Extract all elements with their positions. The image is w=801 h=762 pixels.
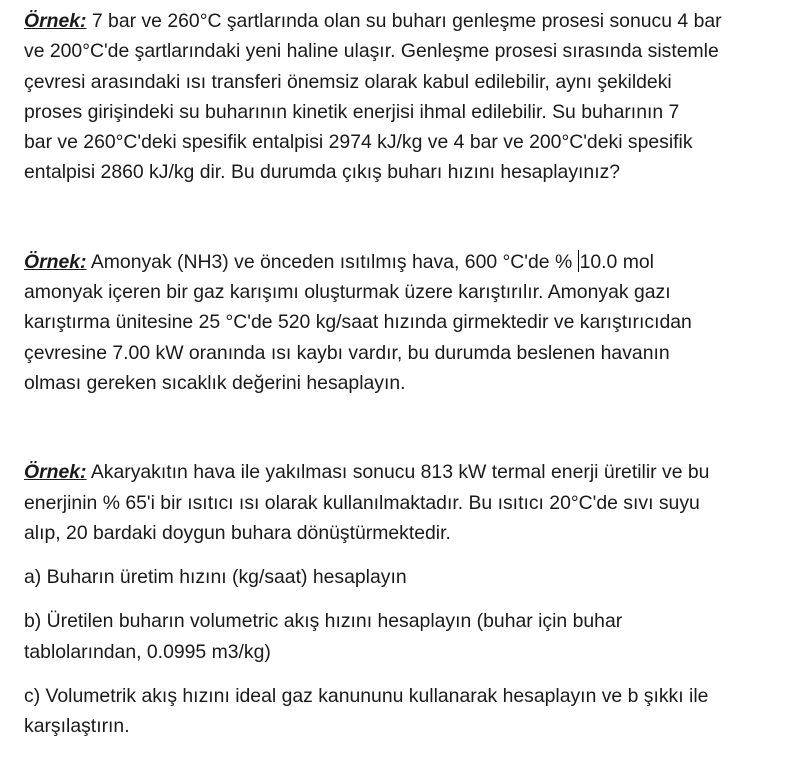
example-2-line-4: çevresine 7.00 kW oranında ısı kaybı vardır, bu durumda beslenen havanın [24,341,670,364]
example-1-line-3: çevresi arasındaki ısı transferi önemsiz olarak kabul edilebilir, aynı şekildeki [24,70,672,93]
example-2-line-3: karıştırma ünitesine 25 °C'de 520 kg/saat hızında girmektedir ve karıştırıcıdan [24,311,692,334]
part-a-line-1: a) Buharın üretim hızını (kg/saat) hesaplayın [24,566,407,589]
example-3-part-c [24,681,784,742]
example-3-text: Akaryakıtın hava ile yakılması sonucu 813 kW termal enerji üretilir ve bu [90,461,710,484]
part-b-line-1: b) Üretilen buharın volumetric akış hızını hesaplayın (buhar için buhar [24,610,623,633]
example-3-line-3: alıp, 20 bardaki doygun buhara dönüştürmektedir. [24,521,451,544]
text-cursor [578,250,579,272]
example-2-text-before-cursor: Amonyak (NH3) ve önceden ısıtılmış hava, 600 °C'de % [90,250,578,273]
example-2-label: Örnek: [24,250,87,273]
example-3 [24,457,784,548]
example-3-label: Örnek: [24,461,87,484]
paragraph-spacer [24,188,784,247]
part-c-line-1: c) Volumetrik akış hızını ideal gaz kanununu kullanarak hesaplayın ve b şıkkı ile [24,685,709,708]
example-1-line-4: proses girişindeki su buharının kinetik enerjisi ihmal edilebilir. Su buharının 7 [24,100,680,123]
example-2[interactable] [24,247,784,398]
example-3-part-b [24,606,784,667]
paragraph-spacer [24,667,784,681]
example-1-line-5: bar ve 260°C'deki spesifik entalpisi 2974 kJ/kg ve 4 bar ve 200°C'deki spesifik [24,131,693,154]
example-2-text-after-cursor: 10.0 mol [579,250,654,273]
example-1-label: Örnek: [24,10,87,32]
example-2-line-2: amonyak içeren bir gaz karışımı oluşturmak üzere karıştırılır. Amonyak gazı [24,281,671,304]
example-3-line-1 [24,457,784,487]
example-2-line-1 [24,247,784,277]
example-1-line-1 [24,6,784,36]
paragraph-spacer [24,398,784,457]
part-c-line-2: karşılaştırın. [24,715,130,738]
part-b-line-2: tablolarından, 0.0995 m3/kg) [24,640,271,663]
example-1-line-2: ve 200°C'de şartlarındaki yeni haline ulaşır. Genleşme prosesi sırasında sistemle [24,40,719,63]
example-3-part-a [24,562,784,592]
paragraph-spacer [24,592,784,606]
document-page [24,6,784,742]
example-1 [24,6,784,188]
example-1-line-6: entalpisi 2860 kJ/kg dir. Bu durumda çıkış buharı hızını hesaplayınız? [24,161,621,184]
example-3-line-2: enerjinin % 65'i bir ısıtıcı ısı olarak kullanılmaktadır. Bu ısıtıcı 20°C'de sıvı suyu [24,491,700,514]
example-2-line-5: olması gereken sıcaklık değerini hesaplayın. [24,371,406,394]
example-1-text: 7 bar ve 260°C şartlarında olan su buharı genleşme prosesi sonucu 4 bar [91,10,722,32]
paragraph-spacer [24,548,784,562]
